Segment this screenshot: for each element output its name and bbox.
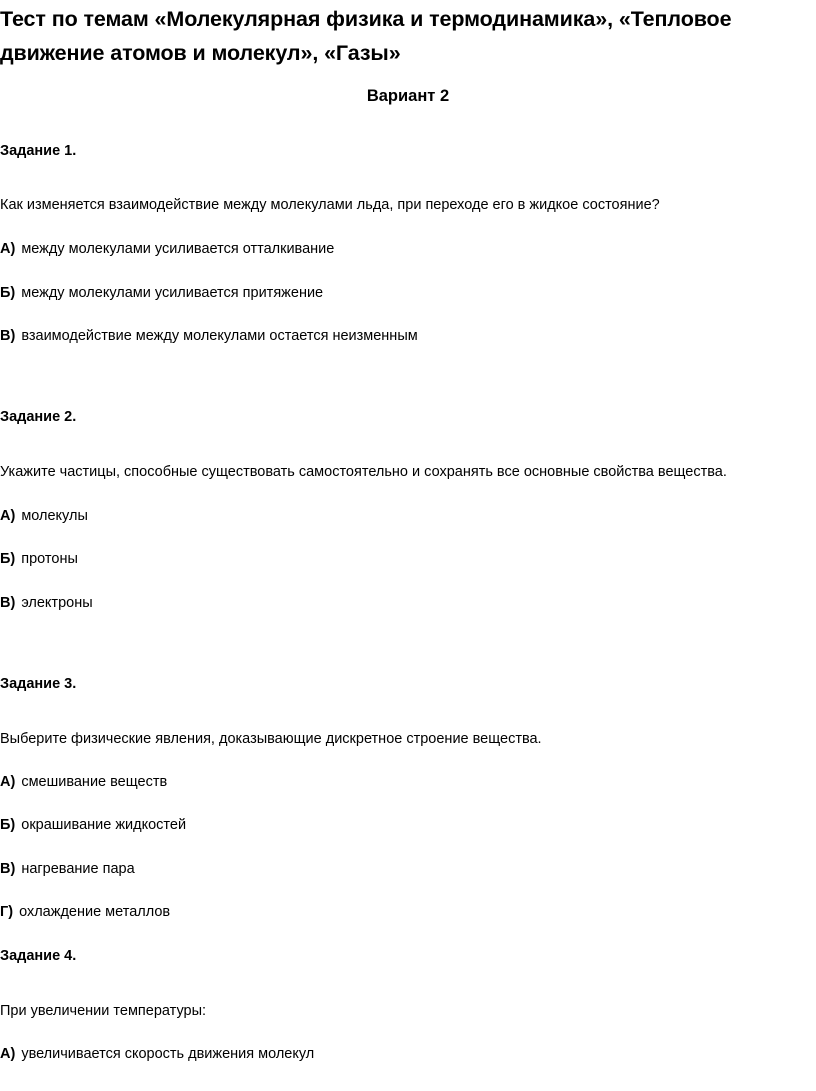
- option-letter: В): [0, 595, 16, 611]
- option-letter: Б): [0, 285, 16, 301]
- answer-option: [0, 774, 167, 790]
- answer-option: [0, 817, 186, 833]
- document-title: Тест по темам «Молекулярная физика и термодинамика», «Тепловое движение атомов и молекул», «Газы»: [0, 7, 732, 65]
- option-text: смешивание веществ: [21, 774, 168, 790]
- option-letter: В): [0, 328, 16, 344]
- task-heading: Задание 3.: [0, 676, 77, 692]
- option-text: молекулы: [21, 508, 88, 524]
- answer-option: [0, 1046, 314, 1062]
- option-text: взаимодействие между молекулами остается неизменным: [21, 328, 418, 344]
- option-letter: А): [0, 241, 16, 257]
- option-letter: Г): [0, 904, 14, 920]
- option-letter: Б): [0, 551, 16, 567]
- task-heading: Задание 1.: [0, 143, 77, 159]
- answer-option: [0, 904, 170, 920]
- answer-option: [0, 508, 88, 524]
- task-question: Выберите физические явления, доказывающие дискретное строение вещества.: [0, 731, 542, 747]
- option-text: электроны: [21, 595, 93, 611]
- task-question: При увеличении температуры:: [0, 1003, 207, 1019]
- option-letter: А): [0, 1046, 16, 1062]
- answer-option: [0, 595, 93, 611]
- option-text: окрашивание жидкостей: [21, 817, 187, 833]
- option-letter: Б): [0, 817, 16, 833]
- task-question: Как изменяется взаимодействие между молекулами льда, при переходе его в жидкое состояние?: [0, 197, 660, 213]
- option-letter: В): [0, 861, 16, 877]
- option-letter: А): [0, 774, 16, 790]
- option-letter: А): [0, 508, 16, 524]
- answer-option: [0, 861, 135, 877]
- answer-option: [0, 285, 323, 301]
- option-text: между молекулами усиливается отталкивание: [21, 241, 335, 257]
- option-text: охлаждение металлов: [19, 904, 171, 920]
- variant-label: Вариант 2: [366, 87, 450, 105]
- task-heading: Задание 4.: [0, 948, 77, 964]
- option-text: увеличивается скорость движения молекул: [21, 1046, 315, 1062]
- option-text: протоны: [21, 551, 78, 567]
- task-heading: Задание 2.: [0, 409, 77, 425]
- answer-option: [0, 328, 418, 344]
- answer-option: [0, 551, 78, 567]
- option-text: нагревание пара: [21, 861, 135, 877]
- task-question: Укажите частицы, способные существовать самостоятельно и сохранять все основные свойства вещества.: [0, 464, 727, 480]
- answer-option: [0, 241, 334, 257]
- option-text: между молекулами усиливается притяжение: [21, 285, 324, 301]
